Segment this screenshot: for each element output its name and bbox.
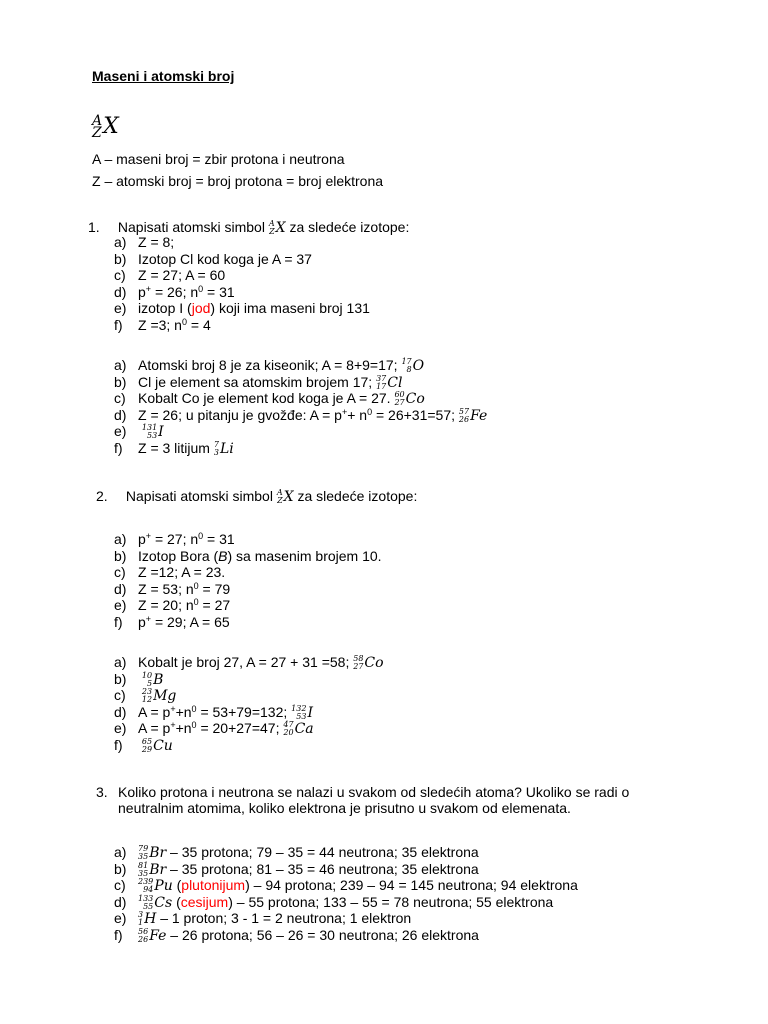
item-text bbox=[138, 737, 173, 753]
mass-number: 133 bbox=[138, 893, 154, 903]
mass-number: 58 bbox=[353, 654, 364, 663]
isotope-symbol bbox=[353, 655, 383, 671]
superscript-zero: 0 bbox=[193, 580, 199, 591]
text-part: ( bbox=[172, 877, 182, 894]
item-text bbox=[138, 374, 402, 390]
item-text bbox=[138, 440, 234, 456]
item-text bbox=[138, 251, 312, 267]
text-part: ) sa masenim brojem 10. bbox=[227, 547, 382, 564]
element-symbol: Fe bbox=[470, 407, 488, 424]
item-label: d) bbox=[114, 580, 127, 597]
text-part: Z = 8; bbox=[138, 234, 175, 250]
atomic-number: 27 bbox=[394, 398, 405, 408]
question-text: za sledeće izotope: bbox=[289, 219, 410, 235]
item-label: a) bbox=[114, 844, 127, 860]
question-3-number: 3. bbox=[96, 784, 108, 800]
answer-item bbox=[114, 407, 487, 424]
isotope-numbers bbox=[142, 424, 157, 440]
mass-number: 10 bbox=[141, 670, 153, 680]
q3-answer bbox=[114, 927, 578, 944]
element-symbol: Cl bbox=[387, 374, 403, 391]
superscript-plus: + bbox=[145, 531, 152, 541]
q3-answer bbox=[114, 877, 578, 894]
item-label: b) bbox=[114, 373, 127, 390]
atomic-number: 5 bbox=[146, 678, 153, 688]
element-symbol: Mg bbox=[153, 688, 177, 705]
item-text bbox=[138, 548, 382, 564]
item-label: b) bbox=[114, 860, 127, 877]
text-part: Kobalt je broj 27, A = 27 + 31 =58; bbox=[138, 654, 350, 670]
atomic-number: 53 bbox=[146, 431, 158, 441]
item-label: e) bbox=[114, 423, 127, 440]
isotope-symbol bbox=[142, 672, 163, 688]
atomic-number: 55 bbox=[143, 901, 154, 911]
item-label: b) bbox=[114, 670, 127, 687]
isotope-symbol bbox=[138, 911, 156, 927]
item-text bbox=[138, 423, 164, 439]
text-part: +n bbox=[175, 703, 192, 720]
item-label: b) bbox=[114, 250, 127, 267]
text-part: Izotop Bora ( bbox=[138, 547, 219, 564]
isotope-numbers bbox=[353, 655, 363, 671]
q2-items-list bbox=[114, 531, 382, 631]
text-part: ) koji ima maseni broj 131 bbox=[210, 300, 370, 317]
isotope-symbol bbox=[142, 738, 173, 754]
item-text bbox=[138, 284, 235, 300]
mass-number: 37 bbox=[376, 373, 387, 383]
item-label: c) bbox=[114, 687, 126, 704]
text-part: = 31 bbox=[203, 283, 235, 300]
text-part: = 26; n bbox=[151, 283, 199, 300]
item-label: d) bbox=[114, 893, 127, 910]
q1-answers-list bbox=[114, 357, 487, 457]
element-symbol: B bbox=[153, 671, 164, 688]
question-number: 2. bbox=[96, 488, 108, 504]
item-label: d) bbox=[114, 703, 127, 720]
isotope-symbol bbox=[142, 424, 164, 440]
atomic-number: 20 bbox=[283, 728, 294, 738]
item-label: c) bbox=[114, 877, 126, 894]
superscript-zero: 0 bbox=[191, 720, 197, 731]
element-symbol: O bbox=[412, 358, 425, 374]
text-part: = 53+79=132; bbox=[196, 703, 288, 720]
isotope-numbers bbox=[142, 672, 152, 688]
isotope-numbers bbox=[459, 408, 469, 424]
question-2 bbox=[96, 488, 417, 505]
answer-item bbox=[114, 737, 384, 754]
item-label: d) bbox=[114, 283, 127, 300]
item-label: c) bbox=[114, 564, 126, 581]
mass-number: 3 bbox=[138, 910, 144, 920]
item-text bbox=[138, 927, 479, 943]
list-item bbox=[114, 300, 370, 317]
text-part: p bbox=[138, 613, 146, 630]
q1-items-list bbox=[114, 234, 370, 334]
item-text bbox=[138, 671, 163, 687]
text-part: +n bbox=[175, 720, 192, 737]
item-text bbox=[138, 267, 225, 283]
element-name: plutonijum bbox=[181, 877, 246, 894]
item-text bbox=[138, 720, 314, 736]
isotope-numbers bbox=[138, 928, 148, 944]
atomic-number: 1 bbox=[138, 918, 144, 928]
superscript-plus: + bbox=[170, 720, 176, 731]
answer-item bbox=[114, 440, 487, 457]
item-label: e) bbox=[114, 597, 127, 614]
item-label: e) bbox=[114, 910, 127, 927]
mass-number: 65 bbox=[141, 736, 153, 746]
superscript-zero: 0 bbox=[198, 531, 204, 541]
list-item bbox=[114, 581, 382, 598]
atomic-number: 35 bbox=[138, 868, 149, 878]
superscript-zero: 0 bbox=[181, 316, 187, 327]
list-item bbox=[114, 614, 382, 631]
list-item bbox=[114, 597, 382, 614]
text-part: Z =12; A = 23. bbox=[138, 564, 226, 581]
question-text: Napisati atomski simbol bbox=[125, 488, 273, 504]
q3-answer bbox=[114, 861, 578, 878]
atomic-number: 17 bbox=[376, 381, 387, 391]
text-part: – 35 protona; 79 – 35 = 44 neutrona; 35 elektrona bbox=[166, 844, 479, 860]
item-label: a) bbox=[114, 531, 127, 547]
definition-atomic-number: Z – atomski broj = broj protona = broj elektrona bbox=[92, 173, 384, 189]
list-item bbox=[114, 267, 370, 284]
item-label: a) bbox=[114, 654, 127, 670]
isotope-symbol bbox=[401, 358, 424, 374]
item-text bbox=[138, 687, 176, 703]
isotope-symbol bbox=[376, 375, 402, 391]
atomic-number: 29 bbox=[141, 744, 153, 754]
item-text bbox=[138, 390, 425, 406]
text-part: A = p bbox=[138, 703, 171, 720]
answer-item bbox=[114, 704, 384, 721]
text-part: Z = 53; n bbox=[138, 580, 194, 597]
text-part: = 20+27=47; bbox=[196, 720, 280, 737]
isotope-symbol bbox=[142, 688, 176, 704]
text-part: Z = 27; A = 60 bbox=[138, 267, 226, 284]
item-label: a) bbox=[114, 357, 127, 373]
generic-isotope-symbol: A ZX bbox=[92, 112, 119, 141]
atomic-number: 94 bbox=[143, 885, 154, 895]
page-title: Maseni i atomski broj bbox=[92, 68, 235, 84]
isotope-symbol bbox=[138, 895, 172, 911]
isotope-symbol bbox=[138, 928, 166, 944]
element-symbol: Pu bbox=[154, 878, 173, 895]
element-symbol: Li bbox=[219, 440, 234, 457]
isotope-symbol bbox=[214, 441, 234, 457]
text-part: Cl je element sa atomskim brojem 17; bbox=[138, 373, 373, 390]
element-symbol: Cu bbox=[153, 737, 173, 754]
item-text bbox=[138, 357, 424, 373]
item-label: f) bbox=[114, 736, 123, 753]
isotope-numbers bbox=[291, 705, 306, 721]
list-item bbox=[114, 531, 382, 548]
mass-number: 17 bbox=[401, 357, 412, 366]
text-part: ) – 94 protona; 239 – 94 = 145 neutrona; 94 elektrona bbox=[245, 877, 578, 894]
question-3-text: Koliko protona i neutrona se nalazi u svakom od sledećih atoma? Ukoliko se radi o neutralnim atomima, koliko elektrona je prisutno u svakom od elemenata. bbox=[118, 784, 630, 816]
isotope-numbers bbox=[138, 895, 153, 911]
text-part: – 26 protona; 56 – 26 = 30 neutrona; 26 elektrona bbox=[166, 926, 479, 943]
element-symbol: B bbox=[218, 547, 228, 564]
text-part: A = p bbox=[138, 720, 171, 737]
element-symbol: Ca bbox=[294, 721, 314, 738]
item-text bbox=[138, 564, 225, 580]
item-text bbox=[138, 910, 411, 926]
item-label: b) bbox=[114, 547, 127, 564]
mass-number: 239 bbox=[138, 877, 154, 887]
isotope-numbers bbox=[401, 358, 411, 374]
element-symbol: Br bbox=[149, 845, 167, 861]
text-part: Atomski broj 8 je za kiseonik; A = 8+9=17; bbox=[138, 357, 398, 373]
isotope-numbers bbox=[138, 878, 153, 894]
generic-isotope-inline: A Z X bbox=[276, 488, 294, 505]
superscript-zero: 0 bbox=[193, 597, 199, 608]
isotope-numbers bbox=[138, 845, 148, 861]
isotope-symbol bbox=[291, 705, 313, 721]
superscript-plus: + bbox=[145, 613, 152, 624]
element-symbol: Br bbox=[149, 861, 167, 878]
item-text bbox=[138, 861, 479, 877]
item-text bbox=[138, 234, 174, 250]
text-part: = 4 bbox=[186, 316, 211, 333]
isotope-symbol bbox=[138, 878, 173, 894]
list-item bbox=[114, 284, 370, 301]
atomic-number: 53 bbox=[296, 711, 307, 721]
text-part: ) – 55 protona; 133 – 55 = 78 neutrona; 55 elektrona bbox=[228, 893, 554, 910]
mass-number: 57 bbox=[458, 406, 470, 416]
element-name: jod bbox=[191, 300, 211, 317]
question-number: 1. bbox=[88, 219, 100, 235]
atomic-number: 3 bbox=[213, 447, 219, 457]
element-symbol: Co bbox=[364, 655, 384, 671]
item-text bbox=[138, 614, 230, 630]
mass-number: 132 bbox=[291, 703, 307, 713]
item-text bbox=[138, 844, 479, 860]
answer-item bbox=[114, 423, 487, 440]
item-label: d) bbox=[114, 406, 127, 423]
list-item bbox=[114, 564, 382, 581]
isotope-numbers bbox=[214, 441, 219, 457]
text-part: = 31 bbox=[203, 531, 235, 547]
text-part: izotop I ( bbox=[138, 300, 192, 317]
atomic-number: 27 bbox=[353, 662, 364, 671]
item-text bbox=[138, 877, 578, 893]
superscript-zero: 0 bbox=[367, 406, 373, 417]
text-part: Z = 26; u pitanju je gvožđe: A = p bbox=[138, 406, 342, 423]
text-part: = 27; n bbox=[151, 531, 199, 547]
item-label: c) bbox=[114, 267, 126, 284]
superscript-plus: + bbox=[145, 283, 152, 294]
item-label: f) bbox=[114, 926, 123, 943]
item-text bbox=[138, 654, 384, 670]
mass-number: 131 bbox=[141, 423, 158, 433]
generic-isotope-inline: A Z X bbox=[268, 219, 286, 236]
list-item bbox=[114, 548, 382, 565]
text-part: – 1 proton; 3 - 1 = 2 neutrona; 1 elektron bbox=[156, 910, 412, 927]
q3-answer bbox=[114, 894, 578, 911]
answer-item bbox=[114, 357, 487, 374]
item-text bbox=[138, 894, 553, 910]
q3-answer bbox=[114, 844, 578, 861]
item-text bbox=[138, 317, 211, 333]
item-label: f) bbox=[114, 316, 123, 333]
text-part: = 26+31=57; bbox=[372, 406, 455, 423]
isotope-numbers bbox=[142, 688, 152, 704]
isotope-symbol bbox=[283, 721, 313, 737]
superscript-plus: + bbox=[170, 703, 176, 714]
text-part: ( bbox=[172, 893, 181, 910]
item-label: e) bbox=[114, 300, 127, 317]
isotope-symbol bbox=[459, 408, 487, 424]
element-symbol: H bbox=[144, 911, 157, 928]
mass-number: 56 bbox=[138, 926, 149, 936]
isotope-symbol bbox=[394, 391, 424, 407]
isotope-numbers bbox=[283, 721, 293, 737]
item-text bbox=[138, 300, 370, 316]
q3-answers-list bbox=[114, 844, 578, 944]
answer-item bbox=[114, 687, 384, 704]
mass-number: 23 bbox=[141, 687, 153, 697]
q2-answers-list bbox=[114, 654, 384, 754]
atomic-number: 12 bbox=[141, 695, 153, 705]
element-name: cesijum bbox=[180, 893, 229, 910]
item-text bbox=[138, 531, 235, 547]
atomic-number: 8 bbox=[406, 365, 412, 374]
item-label: e) bbox=[114, 720, 127, 737]
isotope-symbol bbox=[138, 845, 166, 861]
mass-number: 81 bbox=[138, 860, 149, 870]
list-item bbox=[114, 317, 370, 334]
mass-number: 47 bbox=[283, 720, 294, 730]
element-symbol: Co bbox=[405, 391, 425, 408]
isotope-symbol bbox=[138, 862, 166, 878]
text-part: = 79 bbox=[198, 580, 231, 597]
text-part: p bbox=[138, 531, 146, 547]
text-part: p bbox=[138, 283, 146, 300]
mass-number: 79 bbox=[138, 844, 149, 853]
answer-item bbox=[114, 390, 487, 407]
element-symbol: Cs bbox=[154, 894, 173, 911]
question-text: za sledeće izotope: bbox=[297, 488, 418, 504]
text-part: = 29; A = 65 bbox=[151, 613, 230, 630]
q3-answer bbox=[114, 910, 578, 927]
element-symbol: Fe bbox=[149, 927, 167, 944]
mass-number: 60 bbox=[394, 390, 405, 400]
answer-item bbox=[114, 374, 487, 391]
isotope-numbers bbox=[142, 738, 152, 754]
list-item bbox=[114, 251, 370, 268]
text-part: Kobalt Co je element kod koga je A = 27. bbox=[138, 390, 391, 407]
superscript-zero: 0 bbox=[198, 283, 204, 294]
answer-item bbox=[114, 720, 384, 737]
item-label: a) bbox=[114, 234, 127, 250]
superscript-plus: + bbox=[341, 406, 348, 417]
text-part: – 35 protona; 81 – 35 = 46 neutrona; 35 elektrona bbox=[166, 860, 479, 877]
isotope-numbers bbox=[138, 862, 148, 878]
text-part: Z = 3 litijum bbox=[138, 439, 210, 456]
text-part: Z =3; n bbox=[138, 316, 182, 333]
list-item bbox=[114, 234, 370, 251]
superscript-zero: 0 bbox=[191, 703, 197, 714]
item-label: f) bbox=[114, 613, 123, 630]
item-label: f) bbox=[114, 439, 123, 456]
item-text bbox=[138, 597, 230, 613]
atomic-number: 35 bbox=[138, 852, 149, 861]
item-label: c) bbox=[114, 390, 126, 407]
item-text bbox=[138, 704, 313, 720]
element-symbol: I bbox=[307, 704, 313, 721]
item-text bbox=[138, 581, 230, 597]
definition-mass-number: A – maseni broj = zbir protona i neutrona bbox=[92, 151, 345, 167]
text-part: Izotop Cl kod koga je A = 37 bbox=[138, 250, 312, 267]
isotope-numbers bbox=[138, 911, 143, 927]
question-text: Napisati atomski simbol bbox=[117, 219, 265, 235]
element-symbol: I bbox=[158, 424, 164, 441]
text-part: = 27 bbox=[198, 597, 231, 614]
mass-number: 7 bbox=[213, 439, 219, 449]
answer-item bbox=[114, 654, 384, 671]
isotope-numbers bbox=[394, 391, 404, 407]
text-part: Z = 20; n bbox=[138, 597, 194, 614]
atomic-number: 26 bbox=[458, 414, 470, 424]
text-part: + n bbox=[347, 406, 368, 423]
item-text bbox=[138, 407, 487, 423]
isotope-numbers bbox=[376, 375, 386, 391]
answer-item bbox=[114, 671, 384, 688]
atomic-number: 26 bbox=[138, 934, 149, 944]
